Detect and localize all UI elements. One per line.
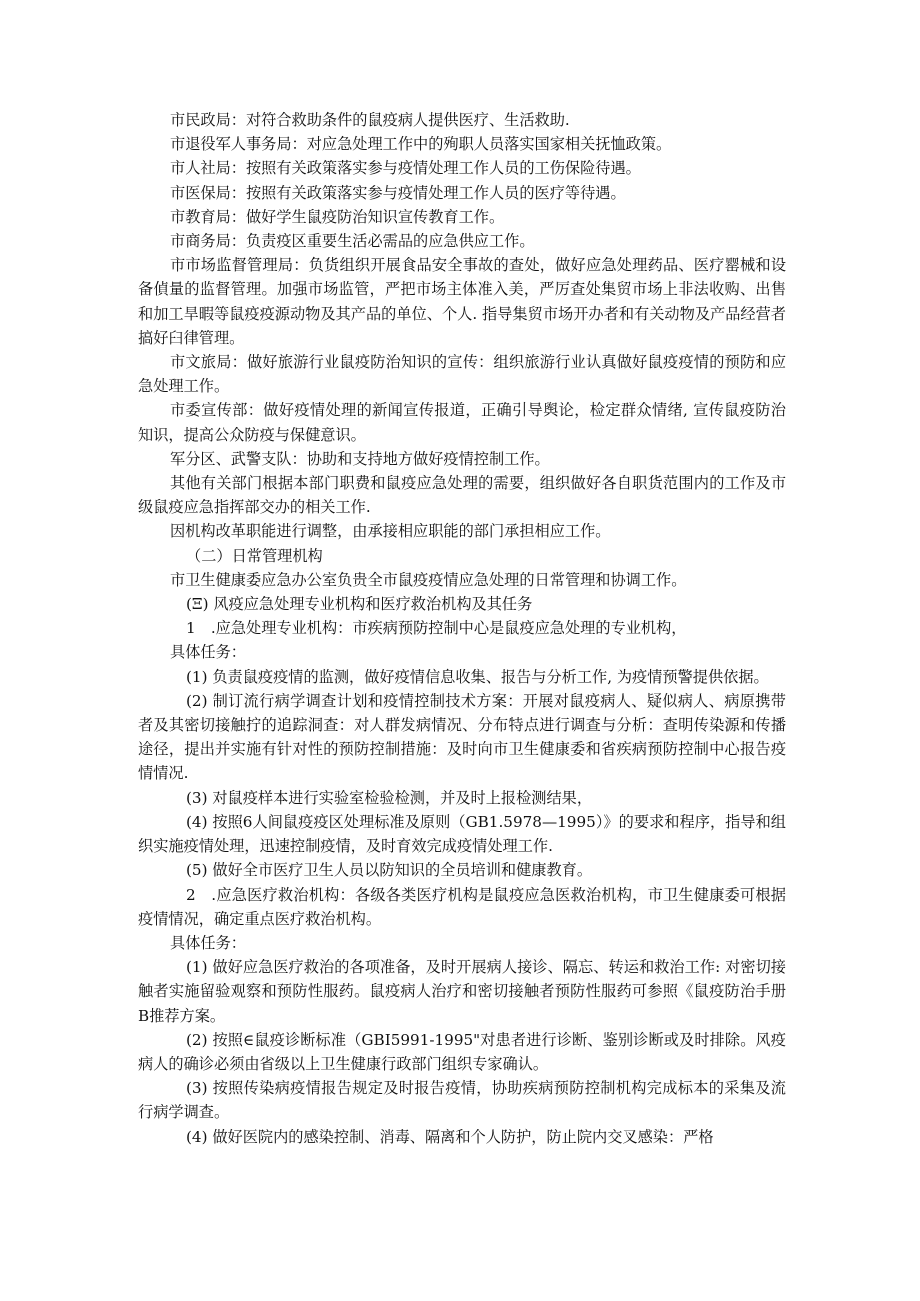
paragraph-market-supervision: 市市场监督管理局：负货组织开展食品安全事故的查处，做好应急处理药品、医疗罂械和设备偵量的监督管理。加强市场监管，严把市场主体准入美，严厉查处集贸市场上非法收购、出售和加工旱暇等鼠疫疫源动物及其产品的单位、个人. 指导集贸市场开办者和有关动物及产品经营者搞好臼律管理。 <box>138 256 786 347</box>
section-heading-daily-management: （二）日常管理机构 <box>186 546 323 565</box>
paragraph-veterans-affairs: 市退役军人事务局：对应急处理工作中的殉职人员落实国家相关抚恤政策。 <box>170 135 672 154</box>
list-item-task-2-1: (1) 做好应急医疗救治的各项准备，及时开展病人接诊、隔忘、转运和救治工作: 对密切接触者实施留验观察和预防性服药。鼠疫病人治疗和密切接触者预防性服药可参照《鼠疫防治手册B推荐方案。 <box>138 958 786 1025</box>
list-item-task-1-3: (3) 对鼠疫样本进行实验室检验检测，并及时上报检测结果， <box>186 788 593 807</box>
paragraph-tasks-label-2: 具体任务： <box>170 933 246 952</box>
paragraph-culture-tourism: 市文旅局：做好旅游行业鼠疫防治知识的宣传：组织旅游行业认真做好鼠疫疫情的预防和应急处理工作。 <box>138 353 786 396</box>
paragraph-emergency-professional: 1 .应急处理专业机构：市疾病预防控制中心是鼠疫应急处理的专业机构， <box>186 619 687 638</box>
list-item-task-1-4: (4) 按照6人间鼠疫疫区处理标准及原则（GB1.5978—1995）》的要求和程序，指导和组织实施疫情处理，迅速控制疫情，及时育效完成疫情处理工作. <box>138 812 786 856</box>
list-item-task-1-1: (1) 负责鼠疫疫情的监测，做好疫情信息收集、报告与分析工作, 为疫情预警提供依据。 <box>186 667 769 686</box>
document-page <box>138 108 786 1149</box>
list-item-task-2-2: (2) 按照∈鼠疫诊断标准（GBI5991-1995"对患者进行诊断、鉴别诊断或及时排除。风疫病人的确诊必须由省级以上卫生健康行政部门组织专家确认。 <box>138 1030 786 1073</box>
paragraph-daily-management: 市卫生健康委应急办公室负贵全市鼠疫疫情应急处理的日常管理和协调工作。 <box>170 570 687 589</box>
paragraph-medical-treatment: 2 .应急医疗救治机构：各级各类医疗机构是鼠疫应急医救治机构，市卫生健康委可根据疫情情况，确定重点医疗救治机构。 <box>138 885 786 928</box>
paragraph-human-resources: 市人社局：按照有关政策落实参与疫情处理工作人员的工伤保险待遇。 <box>170 159 641 178</box>
paragraph-tasks-label-1: 具体任务： <box>170 643 246 662</box>
paragraph-education: 市教育局：做好学生鼠疫防治知识宣传教育工作。 <box>170 207 505 226</box>
paragraph-military: 军分区、武警支队：协助和支持地方做好疫情控制工作。 <box>170 449 550 468</box>
paragraph-other-departments: 其他有关部门根据本部门职费和鼠疫应急处理的需要，组织做好各自职货范围内的工作及市级鼠疫应急指挥部交办的相关工作. <box>138 474 786 517</box>
list-item-task-1-5: (5) 做好全市医疗卫生人员以防知识的全员培训和健康教育。 <box>186 861 593 880</box>
list-item-task-2-3: (3) 按照传染病疫情报告规定及时报告疫情，协助疾病预防控制机构完成标本的采集及流行病学调查。 <box>138 1079 786 1122</box>
paragraph-restructuring: 因机构改革职能进行调整，由承接相应职能的部门承担相应工作。 <box>170 522 611 541</box>
section-heading-professional-institutions: (Ξ) 风疫应急处理专业机构和医疗救治机构及其任务 <box>186 595 533 614</box>
paragraph-medical-insurance: 市医保局：按照有关政策落实参与疫情处理工作人员的医疗等待遇。 <box>170 183 626 202</box>
list-item-task-1-2: (2) 制订流行病学调查计划和疫情控制技术方案：开展对鼠疫病人、疑似病人、病原携带者及其密切接触拧的追踪洞查：对人群发病情况、分布特点进行调查与分析：查明传染源和传播途径，提出并实施有针对性的预防控制措施：及时向市卫生健康委和省疾病预防控制中心报告疫情情况. <box>138 691 786 783</box>
paragraph-publicity: 市委宣传部：做好疫情处理的新闻宣传报道，正确引导舆论，检定群众情绪, 宣传鼠疫防治知识，提高公众防疫与保健意识。 <box>138 401 786 444</box>
paragraph-civil-affairs: 市民政局：对符合救助条件的鼠疫病人提供医疗、生活救助. <box>170 111 570 129</box>
paragraph-commerce: 市商务局：负责疫区重要生活必需品的应急供应工作。 <box>170 232 535 251</box>
list-item-task-2-4: (4) 做好医院内的感染控制、消毒、隔离和个人防护，防止院内交叉感染：严格 <box>186 1127 714 1146</box>
